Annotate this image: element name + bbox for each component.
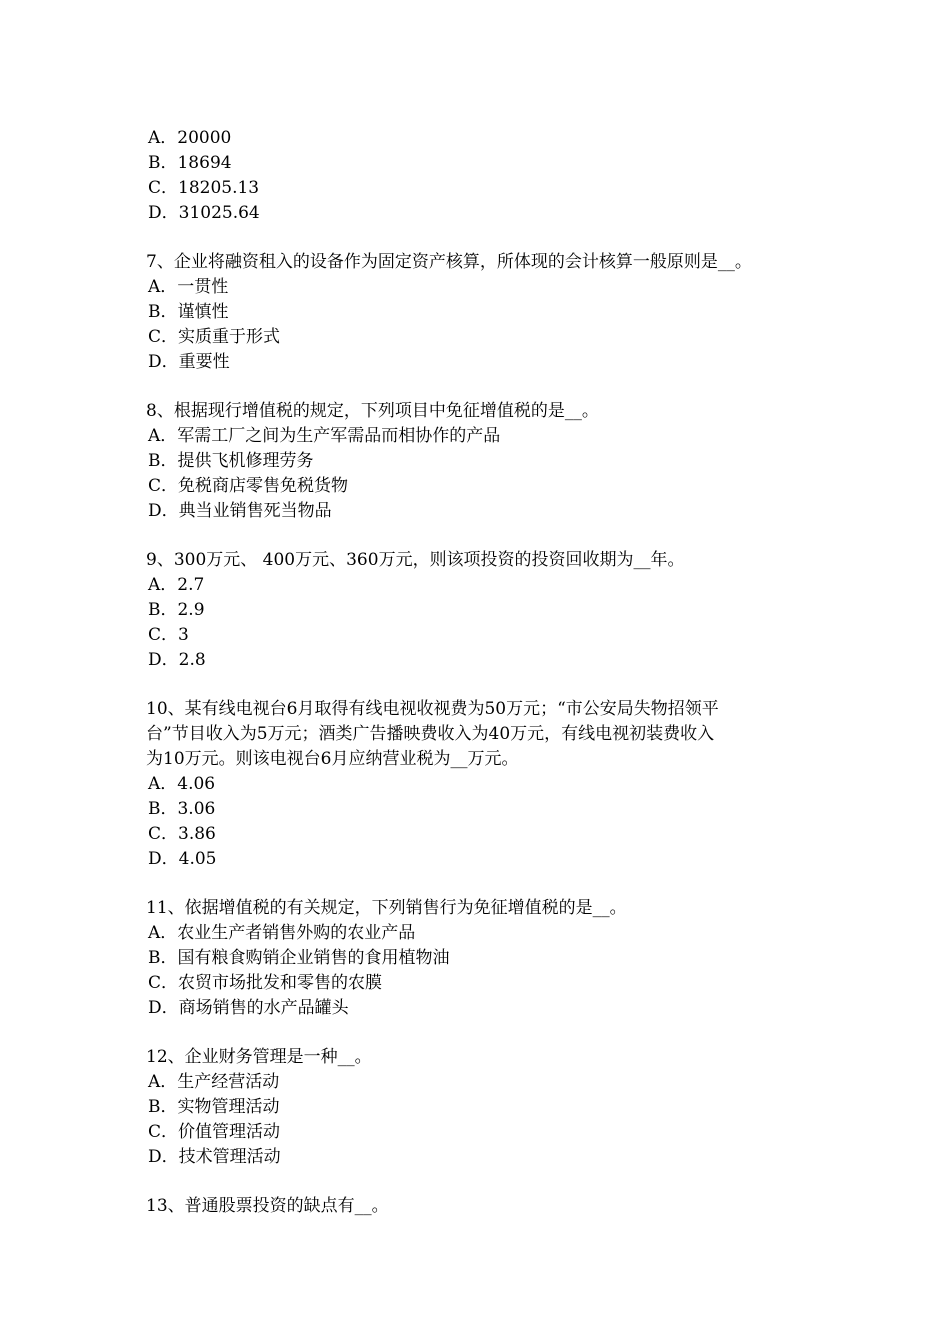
option-b: B．3.06 — [148, 799, 216, 819]
option-a: A．4.06 — [148, 774, 216, 794]
option-b: B．2.9 — [148, 600, 205, 620]
question-stem: 13、普通股票投资的缺点有__。 — [146, 1196, 389, 1216]
option-a: A．军需工厂之间为生产军需品而相协作的产品 — [148, 426, 501, 446]
option-d: D．31025.64 — [148, 203, 260, 223]
question-stem-line-2: 台”节目收入为5万元；酒类广告播映费收入为40万元，有线电视初装费收入 — [146, 724, 715, 744]
question-stem-line-1: 10、某有线电视台6月取得有线电视收视费为50万元；“市公安局失物招领平 — [146, 699, 719, 719]
question-stem: 7、企业将融资租入的设备作为固定资产核算，所体现的会计核算一般原则是__。 — [146, 252, 752, 272]
option-b: B．18694 — [148, 153, 232, 173]
option-c: C．3.86 — [148, 824, 216, 844]
question-10 — [146, 697, 826, 872]
question-stem: 9、300万元、 400万元、360万元，则该项投资的投资回收期为__年。 — [146, 550, 685, 570]
option-d: D．4.05 — [148, 849, 217, 869]
question-stem-line-3: 为10万元。则该电视台6月应纳营业税为__万元。 — [146, 749, 519, 769]
option-c: C．免税商店零售免税货物 — [148, 476, 349, 496]
question-9 — [146, 548, 826, 673]
question-stem: 8、根据现行增值税的规定，下列项目中免征增值税的是__。 — [146, 401, 599, 421]
option-d: D．典当业销售死当物品 — [148, 501, 332, 521]
option-d: D．技术管理活动 — [148, 1147, 281, 1167]
option-c: C．价值管理活动 — [148, 1122, 281, 1142]
question-8 — [146, 399, 826, 524]
question-12 — [146, 1045, 826, 1170]
option-a: A．一贯性 — [148, 277, 229, 297]
option-a: A．20000 — [148, 128, 232, 148]
option-c: C．18205.13 — [148, 178, 260, 198]
option-d: D．商场销售的水产品罐头 — [148, 998, 349, 1018]
option-b: B．提供飞机修理劳务 — [148, 451, 314, 471]
option-d: D．2.8 — [148, 650, 206, 670]
document-page — [146, 126, 826, 1219]
question-7 — [146, 250, 826, 375]
option-a: A．农业生产者销售外购的农业产品 — [148, 923, 416, 943]
option-c: C．农贸市场批发和零售的农膜 — [148, 973, 383, 993]
option-b: B．谨慎性 — [148, 302, 229, 322]
option-d: D．重要性 — [148, 352, 230, 372]
question-11 — [146, 896, 826, 1021]
question-6 — [146, 126, 826, 226]
option-a: A．生产经营活动 — [148, 1072, 280, 1092]
question-stem: 12、企业财务管理是一种__。 — [146, 1047, 372, 1067]
option-c: C．3 — [148, 625, 189, 645]
question-stem: 11、依据增值税的有关规定，下列销售行为免征增值税的是__。 — [146, 898, 627, 918]
option-c: C．实质重于形式 — [148, 327, 281, 347]
option-a: A．2.7 — [148, 575, 205, 595]
question-13 — [146, 1194, 826, 1219]
option-b: B．实物管理活动 — [148, 1097, 280, 1117]
option-b: B．国有粮食购销企业销售的食用植物油 — [148, 948, 450, 968]
